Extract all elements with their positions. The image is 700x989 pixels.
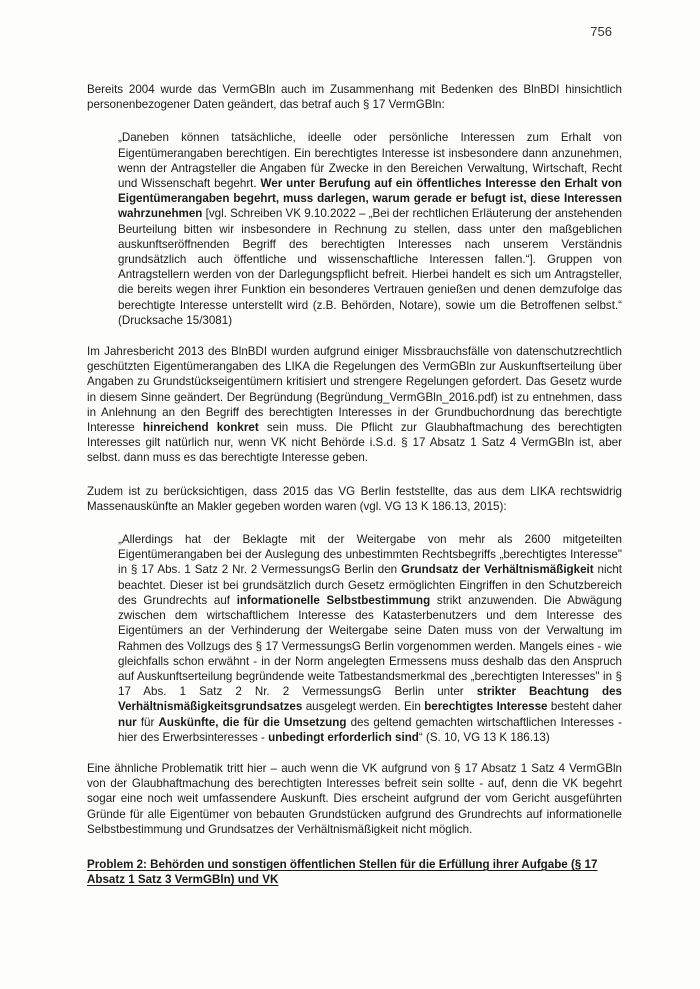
quote-emphasis: nur <box>118 715 137 729</box>
quote-text: “ (S. 10, VG 13 K 186.13) <box>418 730 550 744</box>
intro-paragraph: Bereits 2004 wurde das VermGBln auch im Zusammenhang mit Bedenken des BlnBDI hinsichtlich personenbezogener Daten geändert, das betraf auch § 17 VermGBln: <box>87 83 622 112</box>
quote-text: [vgl. Schreiben VK 9.10.2022 – „Bei der rechtlichen Erläuterung der anstehenden Beurteilung bitten wir insbesondere in Rechnung zu stellen, dass unter den maßgeblichen auskunftseröffnenden Begriff des berechtigten Interesses nach unserem Verständnis grundsätzlich auch öffentliche und wissenschaftliche Interessen fallen.“]. Gruppen von Antragstellern werden von der Darlegungspflicht befreit. Hierbei handelt es sich um Antragsteller, die bereits wegen ihrer Funktion ein besonderes Vertrauen genießen und denen demzufolge das berechtigte Interesse unterstellt wird (z.B. Behörden, Notare), sowie um die Betroffenen selbst.“ (Drucksache 15/3081) <box>118 207 622 327</box>
quote-emphasis: Wer unter Berufung auf ein öffentliches Interesse den Erhalt von Eigentümerangaben begehrt, muss darlegen, warum gerade er befugt ist, diese Interessen wahrzunehmen <box>118 177 623 221</box>
block-quote-vg-berlin <box>118 532 622 745</box>
paragraph-text: Im Jahresbericht 2013 des BlnBDI wurden aufgrund einiger Missbrauchsfälle von datenschutzrechtlich geschützten Eigentümerangaben des LIKA die Regelungen des VermGBln zur Auskunftserteilung über Angaben zu Grundstückseigentümern kritisiert und strengere Regelungen gefordert. Das Gesetz wurde in diesem Sinne geändert. Der Begründung (Begründung_VermGBln_2016.pdf) ist zu entnehmen, dass in Anlehnung an den Begriff des berechtigten Interesses in der Grundbuchordnung das berechtigte Interesse <box>87 345 622 435</box>
quote-emphasis: Grundsatz der Verhältnismäßigkeit <box>400 563 594 577</box>
paragraph-emphasis: hinreichend konkret <box>142 421 259 435</box>
quote-emphasis: Auskünfte, die für die Umsetzung <box>158 715 347 729</box>
quote-text: nicht beachtet. Dieser ist bei grundsätzlich durch Gesetz ermöglichten Eingriffen in den Schutzbereich des Grundrechts auf <box>118 563 622 607</box>
problematik-paragraph: Eine ähnliche Problematik tritt hier – auch wenn die VK aufgrund von § 17 Absatz 1 Satz 4 VermGBln von der Glaubhaftmachung des berechtigten Interesses befreit sein sollte - auf, denn die VK begehrt sogar eine noch weit umfassendere Auskunft. Dies erscheint aufgrund der vom Gericht ausgeführten Gründe für alle Eigentümer von bebauten Grundstücken aufgrund des Grundrechts auf informationelle Selbstbestimmung und Grundsatzes der Verhältnismäßigkeit nicht möglich. <box>87 761 622 836</box>
page-number: 756 <box>590 24 612 39</box>
block-quote-drucksache <box>118 130 622 328</box>
jahresbericht-paragraph <box>87 344 622 466</box>
quote-text: des geltend gemachten wirtschaftlichen Interesses - hier des Erwerbsinteresses - <box>118 715 622 744</box>
quote-text: „Daneben können tatsächliche, ideelle oder persönliche Interessen zum Erhalt von Eigentümerangaben berechtigen. Ein berechtigtes Interesse ist insbesondere dann anzunehmen, wenn der Antragsteller die Angaben für Zwecke in den Bereichen Verwaltung, Wirtschaft, Recht und Wissenschaft begehrt. <box>118 131 622 191</box>
quote-emphasis: berechtigtes Interesse <box>424 700 548 714</box>
paragraph-text: sein muss. Die Pflicht zur Glaubhaftmachung des berechtigten Interesses gilt natürlich nur, wenn VK nicht Behörde i.S.d. § 17 Absatz 1 Satz 4 VermGBln ist, aber selbst. dann muss es das berechtigte Interesse geben. <box>87 421 622 465</box>
quote-text: strikt anzuwenden. Die Abwägung zwischen dem wirtschaftlichem Interesse des Katasterbenutzers und dem Interesse des Eigentümers an der Verhinderung der Weitergabe seine Daten muss von der Verwaltung im Rahmen des Vollzugs des § 17 VermessungsG Berlin vorgenommen werden. Mangels eines - wie gleichfalls schon erwähnt - in der Norm angelegten Ermessens muss deshalb das den Anspruch auf Auskunftserteilung begründende weite Tatbestandsmerkmal des „berechtigten Interesses" in § 17 Abs. 1 Satz 2 Nr. 2 VermessungsG Berlin unter <box>118 593 622 699</box>
document-body <box>87 82 622 887</box>
quote-text: „Allerdings hat der Beklagte mit der Weitergabe von mehr als 2600 mitgeteilten Eigentümerangaben bei der Auslegung des unbestimmten Rechtsbegriffs „berechtigtes Interesse" in § 17 Abs. 1 Satz 2 Nr. 2 VermessungsG Berlin den <box>118 533 622 577</box>
quote-emphasis: informationelle Selbstbestimmung <box>236 593 431 607</box>
quote-text: ausgelegt werden. Ein <box>302 700 425 714</box>
quote-text: besteht daher <box>547 700 623 714</box>
quote-emphasis: strikter Beachtung des Verhältnismäßigkeitsgrundsatzes <box>118 685 622 714</box>
quote-emphasis: unbedingt erforderlich sind <box>268 730 419 744</box>
quote-text: für <box>136 715 159 729</box>
vg-berlin-paragraph: Zudem ist zu berücksichtigen, dass 2015 das VG Berlin feststellte, das aus dem LIKA rechtswidrig Massenauskünfte an Makler gegeben worden waren (vgl. VG 13 K 186.13, 2015): <box>87 484 622 513</box>
section-heading-problem-2: Problem 2: Behörden und sonstigen öffentlichen Stellen für die Erfüllung ihrer Aufgabe (§ 17 Absatz 1 Satz 3 VermGBln) und VK <box>87 857 598 887</box>
